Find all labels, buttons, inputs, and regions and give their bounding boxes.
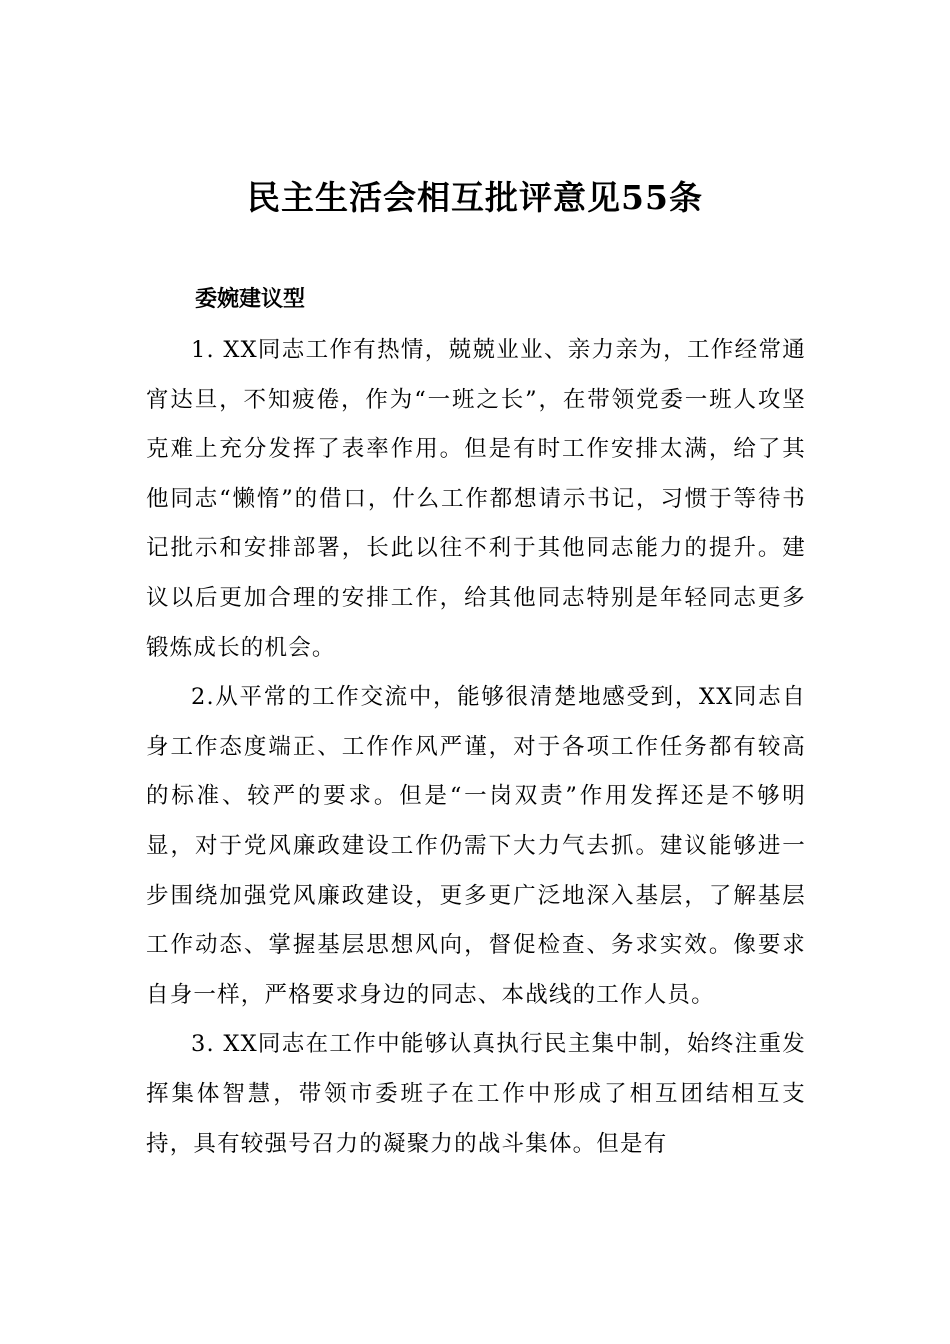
- paragraph-1: 1. XX同志工作有热情，兢兢业业、亲力亲为，工作经常通宵达旦，不知疲倦，作为“一班之长”，在带领党委一班人攻坚克难上充分发挥了表率作用。但是有时工作安排太满，给了其他同志“懒惰”的借口，什么工作都想请示书记，习惯于等待书记批示和安排部署，长此以往不利于其他同志能力的提升。建议以后更加合理的安排工作，给其他同志特别是年轻同志更多锻炼成长的机会。: [146, 337, 806, 661]
- paragraph-3: 3. XX同志在工作中能够认真执行民主集中制，始终注重发挥集体智慧，带领市委班子在工作中形成了相互团结相互支持，具有较强号召力的凝聚力的战斗集体。但是有: [146, 1031, 806, 1157]
- document-title: 民主生活会相互批评意见55条: [247, 178, 703, 217]
- section-heading: 委婉建议型: [195, 287, 306, 312]
- paragraph-2: 2.从平常的工作交流中，能够很清楚地感受到，XX同志自身工作态度端正、工作作风严谨，对于各项工作任务都有较高的标准、较严的要求。但是“一岗双责”作用发挥还是不够明显，对于党风廉政建设工作仍需下大力气去抓。建议能够进一步围绕加强党风廉政建设，更多更广泛地深入基层，了解基层工作动态、掌握基层思想风向，督促检查、务求实效。像要求自身一样，严格要求身边的同志、本战线的工作人员。: [146, 684, 806, 1008]
- document-body: [146, 326, 806, 1169]
